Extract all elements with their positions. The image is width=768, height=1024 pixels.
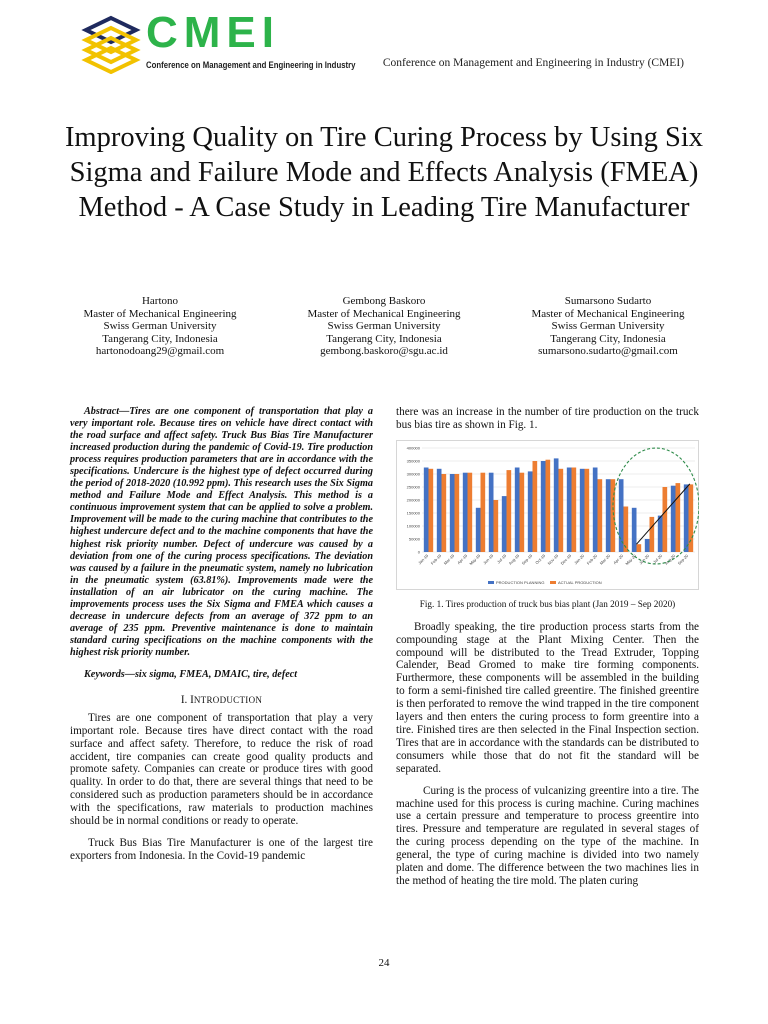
- section-number: I.: [180, 693, 188, 706]
- legend-label: PRODUCTION PLANNING: [496, 579, 545, 585]
- bar-actual: [494, 500, 499, 552]
- author-name: Gembong Baskoro: [342, 295, 426, 307]
- x-tick-label: Aug-19: [507, 552, 521, 566]
- bar-planning: [515, 467, 520, 552]
- author-email: hartonodoang29@gmail.com: [95, 345, 225, 358]
- author-univ: Swiss German University: [551, 320, 665, 333]
- author-block: [48, 295, 272, 358]
- bar-planning: [658, 515, 663, 551]
- intro-paragraph: Tires are one component of transportation that play a very important role. Because tires have direct contact with the road surface and affect safety. Therefore, to reduce the risk of road accident, tire companies can create good quality products and promote safety. Companies can create or produce tires with good quality. In order to do that, there are several things that need to be considered such as production parameters should be in accordance with the specifications, raw materials to production machines should be in normal conditions or ready to operate.: [70, 711, 373, 828]
- author-dept: Master of Mechanical Engineering: [307, 307, 461, 320]
- bar-planning: [619, 479, 624, 552]
- x-tick-label: Sep-20: [676, 552, 690, 566]
- bar-actual: [663, 487, 668, 552]
- production-chart: [396, 440, 699, 590]
- x-tick-label: May-20: [624, 552, 638, 566]
- bar-planning: [489, 473, 494, 552]
- body-paragraph: there was an increase in the number of tire production on the truck bus bias tire as shown in Fig. 1.: [396, 406, 699, 431]
- y-tick-label: 250000: [406, 484, 420, 490]
- bar-actual: [546, 460, 551, 552]
- x-tick-label: Jun-19: [482, 552, 495, 566]
- y-tick-label: 400000: [406, 445, 420, 451]
- author-city: Tangerang City, Indonesia: [102, 332, 218, 345]
- bar-actual: [533, 461, 538, 552]
- x-tick-label: Feb-19: [429, 552, 443, 566]
- bar-actual: [650, 517, 655, 552]
- legend-swatch: [550, 581, 556, 584]
- author-email: gembong.baskoro@sgu.ac.id: [320, 345, 448, 358]
- bar-planning: [554, 458, 559, 552]
- bar-planning: [684, 484, 689, 552]
- y-tick-label: 150000: [406, 510, 420, 516]
- bar-planning: [632, 508, 637, 552]
- intro-paragraph: Truck Bus Bias Tire Manufacturer is one of the largest tire exporters from Indonesia. In the Covid-19 pandemic: [70, 836, 373, 862]
- bar-planning: [437, 469, 442, 552]
- x-tick-label: Sep-19: [520, 552, 534, 566]
- bar-planning: [424, 467, 429, 552]
- left-column: [70, 406, 373, 872]
- x-tick-label: Apr-19: [456, 552, 469, 566]
- author-univ: Swiss German University: [327, 320, 441, 333]
- x-tick-label: Mar-20: [598, 552, 612, 566]
- section-title: [190, 694, 262, 706]
- figure-caption: Fig. 1. Tires production of truck bus bias plant (Jan 2019 – Sep 2020): [419, 598, 676, 609]
- bar-planning: [463, 473, 468, 552]
- x-tick-label: Mar-19: [442, 552, 456, 566]
- author-city: Tangerang City, Indonesia: [326, 332, 442, 345]
- bar-actual: [481, 473, 486, 552]
- x-tick-label: Aug-20: [663, 552, 677, 566]
- bar-actual: [442, 474, 447, 552]
- bar-planning: [671, 486, 676, 552]
- y-tick-label: 200000: [406, 497, 420, 503]
- logo-mark-icon: [80, 14, 142, 74]
- logo-tagline: Conference on Management and Engineering in Industry: [146, 60, 356, 71]
- author-block: [272, 295, 496, 358]
- x-tick-label: Oct-19: [534, 552, 547, 566]
- conference-name: Conference on Management and Engineering in Industry (CMEI): [382, 57, 684, 69]
- y-tick-label: 50000: [408, 536, 420, 542]
- author-city: Tangerang City, Indonesia: [550, 332, 666, 345]
- bar-actual: [676, 483, 681, 552]
- author-block: [496, 295, 720, 358]
- author-name: Hartono: [141, 295, 179, 307]
- y-tick-label: 350000: [406, 458, 420, 464]
- body-paragraph: Curing is the process of vulcanizing greentire into a tire. The machine used for this process is curing machine. Curing machines use a certain pressure and temperature to process greentire into tires. Pressure and temperature are regulated in several stages of the curing process depending on the type of the machine. In general, the type of curing machine is divided into two namely platen and dome. The difference between the two machines lies in the method of heating the tire mold. The platen curing: [396, 784, 699, 887]
- figure-1: [396, 440, 699, 590]
- bar-actual: [507, 470, 512, 552]
- keywords: Keywords—six sigma, FMEA, DMAIC, tire, defect: [84, 668, 298, 680]
- bar-planning: [476, 508, 481, 552]
- x-tick-label: Jan-19: [417, 552, 430, 566]
- x-tick-label: Jul-19: [495, 552, 508, 565]
- bar-actual: [624, 506, 629, 552]
- bar-actual: [637, 544, 642, 552]
- bar-actual: [572, 467, 577, 552]
- bar-actual: [455, 474, 460, 552]
- bar-actual: [559, 469, 564, 552]
- author-dept: Master of Mechanical Engineering: [83, 307, 237, 320]
- x-tick-label: Jul-20: [651, 552, 664, 565]
- bar-planning: [580, 469, 585, 552]
- y-tick-label: 0: [417, 549, 420, 555]
- x-tick-label: Jun-20: [638, 552, 651, 566]
- author-univ: Swiss German University: [103, 320, 217, 333]
- abstract: Abstract—Tires are one component of transportation that play a very important role. Because tires on vehicle have direct contact with the road surface and affect safety. Truck Bus Bias Tire Manufacturer increased production during the pandemic of Covid-19. Tire production process requires production parameters that are in accordance with the specifications. Undercure is the highest type of defect occurred during the period of 2018-2020 (10.992 ppm). This research uses the Six Sigma method and Failure Mode and Effect Analysis. This method is a continuous improvement system that can be applied to solve a problem. Improvement will be made to the curing machine that contributes to the highest undercure defect and to the machine components that have the highest risk priority number. Defect of undercure was caused by a deviation from one of the curing process specifications. The deviation was caused by a failure in the pneumatic system, namely no lubrication in the pneumatic system (63.81%). Improvements made were the installation of an air lubricator on the curing machine. The improvements process uses the Six Sigma and FMEA which causes a decrease in undercure defects from an average of 372 ppm to an average of 235 ppm. Preventive maintenance is done to maintain standard curing specifications on the machine components with the highest risk priority number.: [70, 406, 373, 658]
- section-title-rest: NTRODUCTION: [193, 694, 263, 705]
- cmei-logo: [80, 8, 356, 74]
- legend-swatch: [488, 581, 494, 584]
- x-tick-label: Nov-19: [546, 552, 560, 566]
- body-paragraph: Broadly speaking, the tire production process starts from the compounding stage at the Plant Mixing Center. Then the compound will be distributed to the Tread Extruder, Topping Calender, Bead Gromed to make tire forming components. Furthermore, these components will be assembled in the building to form a semi-finished tire called greentire. The finished greentire is then perforated to remove the wind trapped in the tire component layers and then enters the curing process to form greentire into a tire. Finished tires are then selected in the Final Inspection section. Tires that are in accordance with the standards can be distributed to consumers while those that do not fit the standard will be separated.: [396, 620, 699, 775]
- author-list: [48, 295, 720, 358]
- bar-planning: [593, 467, 598, 552]
- bar-actual: [429, 469, 434, 552]
- bar-actual: [598, 479, 603, 552]
- bar-actual: [468, 473, 473, 552]
- bar-planning: [541, 461, 546, 552]
- author-dept: Master of Mechanical Engineering: [531, 307, 685, 320]
- bar-planning: [450, 474, 455, 552]
- x-tick-label: Jan-20: [573, 552, 586, 566]
- bar-planning: [606, 479, 611, 552]
- section-title-initial: I: [190, 693, 194, 706]
- y-tick-label: 100000: [406, 523, 420, 529]
- bar-planning: [528, 471, 533, 552]
- section-heading: [70, 694, 373, 707]
- paper-title: Improving Quality on Tire Curing Process by Using Six Sigma and Failure Mode and Effects Analysis (FMEA) Method - A Case Study in Leading Tire Manufacturer: [64, 122, 704, 223]
- author-email: sumarsono.sudarto@gmail.com: [538, 345, 678, 358]
- page-number: 24: [378, 957, 390, 969]
- bar-planning: [502, 496, 507, 552]
- bar-actual: [585, 469, 590, 552]
- bar-planning: [645, 539, 650, 552]
- x-tick-label: Feb-20: [585, 552, 599, 566]
- bar-planning: [567, 467, 572, 552]
- logo-wordmark: CMEI: [146, 8, 280, 57]
- y-tick-label: 300000: [406, 471, 420, 477]
- legend-label: ACTUAL PRODUCTION: [558, 579, 602, 585]
- x-tick-label: Apr-20: [612, 552, 625, 566]
- right-column: [396, 406, 699, 897]
- author-name: Sumarsono Sudarto: [564, 295, 652, 307]
- x-tick-label: Dec-19: [559, 552, 573, 566]
- x-tick-label: May-19: [468, 552, 482, 566]
- bar-actual: [520, 473, 525, 552]
